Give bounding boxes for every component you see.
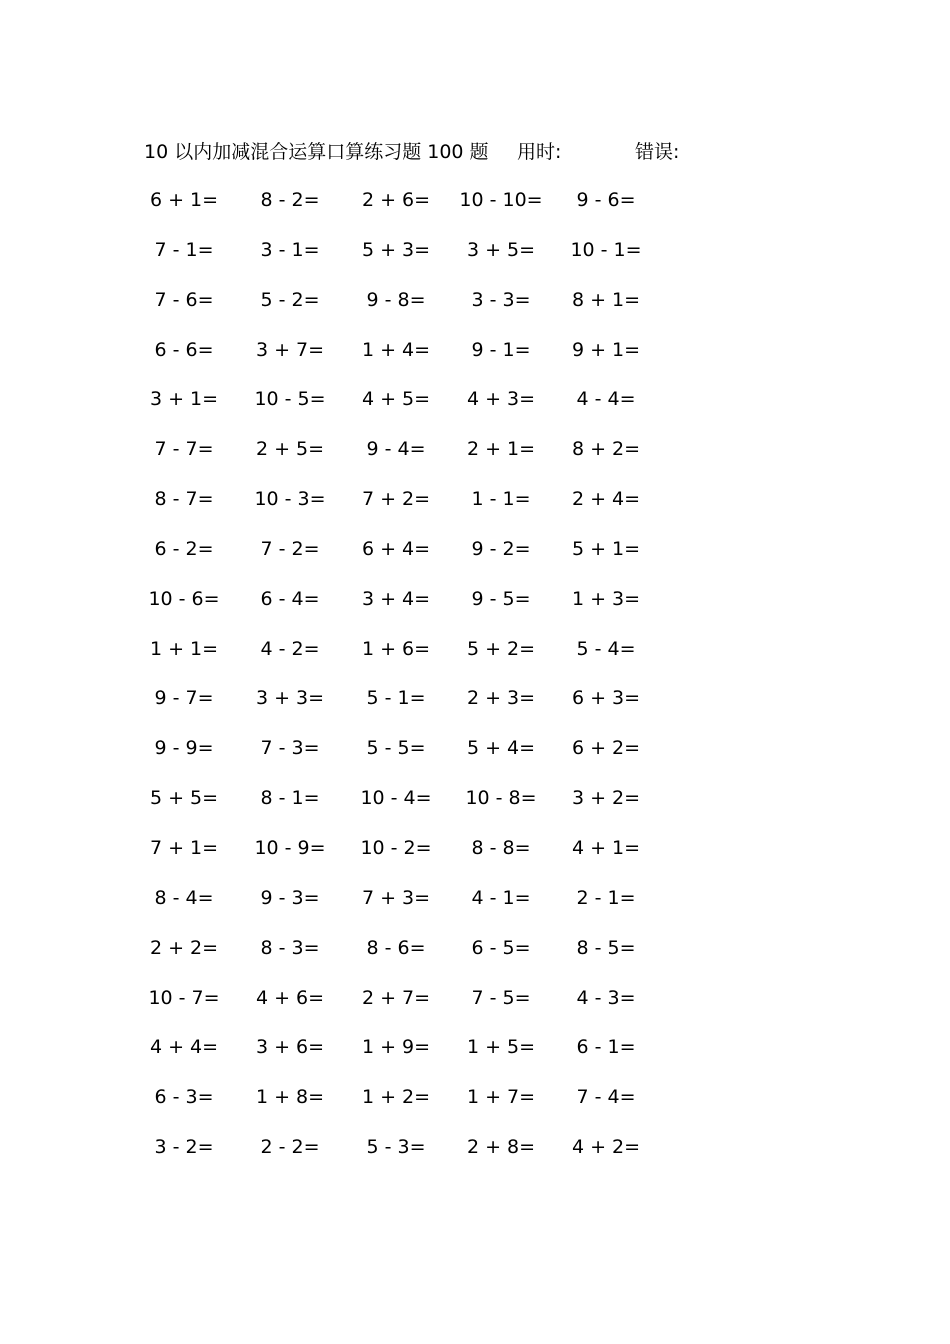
problem-item: 6 - 6=	[154, 338, 214, 361]
problem-item: 8 - 7=	[154, 488, 214, 511]
problem-item: 6 + 1=	[149, 189, 219, 211]
problem-item: 8 - 1=	[260, 787, 320, 810]
problem-item: 10 - 6=	[148, 587, 220, 610]
problem-item: 7 + 1=	[149, 836, 219, 859]
problem-item: 2 + 2=	[149, 936, 219, 959]
problem-item: 1 - 1=	[471, 488, 531, 511]
problem-item: 1 + 2=	[361, 1086, 431, 1109]
problem-item: 7 - 5=	[471, 986, 531, 1009]
problem-item: 1 + 7=	[466, 1086, 536, 1109]
problem-item: 6 - 1=	[576, 1036, 636, 1059]
problem-item: 2 + 8=	[466, 1136, 536, 1159]
problem-item: 9 - 2=	[471, 537, 531, 560]
problem-item: 8 - 3=	[260, 936, 320, 959]
problem-item: 5 - 3=	[366, 1136, 426, 1159]
problem-item: 7 - 6=	[154, 288, 214, 311]
problem-row	[0, 933, 950, 983]
problem-row	[0, 983, 950, 1033]
problem-item: 5 - 2=	[260, 288, 320, 311]
problem-item: 3 + 2=	[571, 787, 641, 810]
problem-item: 10 - 10=	[459, 189, 543, 211]
problem-item: 10 - 4=	[360, 787, 432, 810]
problem-row	[0, 783, 950, 833]
problem-item: 6 + 3=	[571, 687, 641, 710]
problem-item: 9 - 3=	[260, 886, 320, 909]
problem-item: 3 + 4=	[361, 587, 431, 610]
problem-item: 9 - 8=	[366, 288, 426, 311]
problem-item: 8 - 2=	[260, 189, 320, 211]
problem-item: 2 + 1=	[466, 438, 536, 461]
problem-item: 2 + 5=	[255, 438, 325, 461]
problem-item: 1 + 6=	[361, 637, 431, 660]
problem-row	[0, 384, 950, 434]
problem-item: 3 - 1=	[260, 238, 320, 261]
errors-label: 错误:	[635, 141, 680, 163]
problem-row	[0, 235, 950, 285]
problem-item: 7 - 1=	[154, 238, 214, 261]
problem-item: 5 - 5=	[366, 737, 426, 760]
problem-item: 1 + 5=	[466, 1036, 536, 1059]
time-label: 用时:	[517, 141, 562, 163]
problem-item: 10 - 9=	[254, 836, 326, 859]
worksheet-title: 10 以内加减混合运算口算练习题 100 题	[144, 141, 489, 163]
problem-item: 3 + 5=	[466, 238, 536, 261]
problem-item: 8 - 6=	[366, 936, 426, 959]
problem-item: 2 + 6=	[361, 189, 431, 211]
problem-item: 10 - 7=	[148, 986, 220, 1009]
problem-row	[0, 434, 950, 484]
problem-item: 2 - 2=	[260, 1136, 320, 1159]
problem-item: 3 + 3=	[255, 687, 325, 710]
problem-row	[0, 733, 950, 783]
problem-item: 7 - 7=	[154, 438, 214, 461]
problem-row	[0, 285, 950, 335]
problem-item: 4 + 6=	[255, 986, 325, 1009]
problem-item: 10 - 2=	[360, 836, 432, 859]
problem-item: 6 - 4=	[260, 587, 320, 610]
problem-row	[0, 534, 950, 584]
problem-row	[0, 683, 950, 733]
problem-item: 1 + 1=	[149, 637, 219, 660]
problem-item: 3 - 2=	[154, 1136, 214, 1159]
problem-item: 4 - 4=	[576, 388, 636, 411]
problem-row	[0, 484, 950, 534]
problem-item: 6 - 5=	[471, 936, 531, 959]
problem-row	[0, 335, 950, 385]
problem-item: 3 + 1=	[149, 388, 219, 411]
problem-item: 7 - 2=	[260, 537, 320, 560]
problem-item: 4 + 3=	[466, 388, 536, 411]
problem-item: 9 - 7=	[154, 687, 214, 710]
problem-item: 5 + 5=	[149, 787, 219, 810]
problem-item: 10 - 8=	[465, 787, 537, 810]
problem-item: 2 - 1=	[576, 886, 636, 909]
problem-item: 7 - 4=	[576, 1086, 636, 1109]
problem-item: 10 - 5=	[254, 388, 326, 411]
problem-item: 10 - 3=	[254, 488, 326, 511]
problem-item: 8 - 8=	[471, 836, 531, 859]
problem-item: 9 - 4=	[366, 438, 426, 461]
problem-item: 8 - 5=	[576, 936, 636, 959]
problem-item: 4 - 1=	[471, 886, 531, 909]
problem-item: 9 - 5=	[471, 587, 531, 610]
problem-row	[0, 634, 950, 684]
problem-row	[0, 1082, 950, 1132]
problem-row	[0, 584, 950, 634]
problem-item: 6 - 2=	[154, 537, 214, 560]
problem-item: 4 + 4=	[149, 1036, 219, 1059]
problem-row	[0, 185, 950, 235]
problem-item: 6 + 4=	[361, 537, 431, 560]
problem-item: 10 - 1=	[570, 238, 642, 261]
problem-item: 5 - 1=	[366, 687, 426, 710]
problem-item: 7 - 3=	[260, 737, 320, 760]
problem-item: 5 - 4=	[576, 637, 636, 660]
problem-item: 5 + 1=	[571, 537, 641, 560]
problem-item: 4 - 2=	[260, 637, 320, 660]
problem-item: 3 - 3=	[471, 288, 531, 311]
problem-item: 8 - 4=	[154, 886, 214, 909]
problem-item: 1 + 4=	[361, 338, 431, 361]
problem-item: 4 + 2=	[571, 1136, 641, 1159]
problem-item: 4 - 3=	[576, 986, 636, 1009]
problem-item: 2 + 7=	[361, 986, 431, 1009]
problem-grid	[0, 185, 950, 1182]
problem-item: 6 + 2=	[571, 737, 641, 760]
problem-item: 7 + 2=	[361, 488, 431, 511]
problem-row	[0, 1132, 950, 1182]
problem-item: 5 + 3=	[361, 238, 431, 261]
problem-item: 7 + 3=	[361, 886, 431, 909]
problem-item: 9 + 1=	[571, 338, 641, 361]
problem-item: 3 + 7=	[255, 338, 325, 361]
problem-row	[0, 883, 950, 933]
problem-item: 1 + 8=	[255, 1086, 325, 1109]
problem-item: 4 + 5=	[361, 388, 431, 411]
problem-item: 3 + 6=	[255, 1036, 325, 1059]
problem-row	[0, 833, 950, 883]
problem-item: 9 - 1=	[471, 338, 531, 361]
problem-item: 9 - 9=	[154, 737, 214, 760]
problem-item: 5 + 2=	[466, 637, 536, 660]
problem-item: 1 + 3=	[571, 587, 641, 610]
problem-item: 9 - 6=	[576, 189, 636, 211]
problem-row	[0, 1032, 950, 1082]
problem-item: 8 + 2=	[571, 438, 641, 461]
problem-item: 2 + 4=	[571, 488, 641, 511]
problem-item: 5 + 4=	[466, 737, 536, 760]
problem-item: 2 + 3=	[466, 687, 536, 710]
problem-item: 1 + 9=	[361, 1036, 431, 1059]
problem-item: 6 - 3=	[154, 1086, 214, 1109]
problem-item: 4 + 1=	[571, 836, 641, 859]
problem-item: 8 + 1=	[571, 288, 641, 311]
